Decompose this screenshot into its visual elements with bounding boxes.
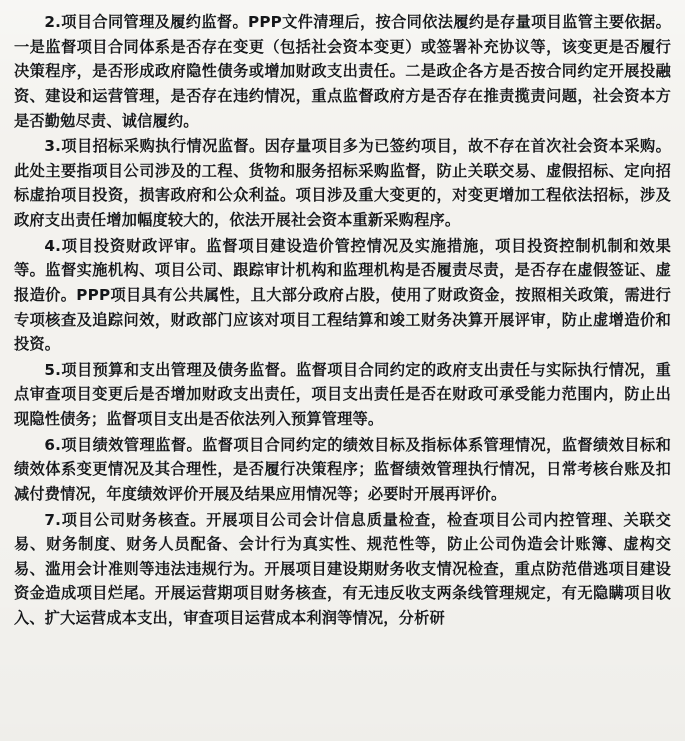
document-body [14,10,671,631]
paragraph-5: 5.项目预算和支出管理及债务监督。监督项目合同约定的政府支出责任与实际执行情况，重点审查项目变更后是否增加财政支出责任，项目支出责任是否在财政可承受能力范围内，防止出现隐性债务；监督项目支出是否依法列入预算管理等。 [14,360,671,428]
paragraph-3: 3.项目招标采购执行情况监督。因存量项目多为已签约项目，故不存在首次社会资本采购。此处主要指项目公司涉及的工程、货物和服务招标采购监督，防止关联交易、虚假招标、定向招标虚抬项目投资，损害政府和公众利益。项目涉及重大变更的，对变更增加工程依法招标，涉及政府支出责任增加幅度较大的，依法开展社会资本重新采购程序。 [14,137,671,229]
paragraph-7: 7.项目公司财务核查。开展项目公司会计信息质量检查，检查项目公司内控管理、关联交易、财务制度、财务人员配备、会计行为真实性、规范性等，防止公司伪造会计账簿、虚构交易、滥用会计准则等违法违规行为。开展项目建设期财务收支情况检查，重点防范借逃项目建设资金造成项目烂尾。开展运营期项目财务核查，有无违反收支两条线管理规定，有无隐瞒项目收入、扩大运营成本支出，审查项目运营成本利润等情况，分析研 [14,510,671,627]
paragraph-4: 4.项目投资财政评审。监督项目建设造价管控情况及实施措施，项目投资控制机制和效果等。监督实施机构、项目公司、跟踪审计机构和监理机构是否履责尽责，是否存在虚假签证、虚报造价。PPP项目具有公共属性，且大部分政府占股，使用了财政资金，按照相关政策，需进行专项核查及追踪问效，财政部门应该对项目工程结算和竣工财务决算开展评审，防止虚增造价和投资。 [14,236,671,354]
paragraph-6: 6.项目绩效管理监督。监督项目合同约定的绩效目标及指标体系管理情况，监督绩效目标和绩效体系变更情况及其合理性，是否履行决策程序；监督绩效管理执行情况，日常考核台账及扣减付费情况，年度绩效评价开展及结果应用情况等；必要时开展再评价。 [14,435,671,503]
paragraph-2: 2.项目合同管理及履约监督。PPP文件清理后，按合同依法履约是存量项目监管主要依据。一是监督项目合同体系是否存在变更（包括社会资本变更）或签署补充协议等，该变更是否履行决策程序，是否形成政府隐性债务或增加财政支出责任。二是政企各方是否按合同约定开展投融资、建设和运营管理，是否存在违约情况，重点监督政府方是否存在推责揽责问题，社会资本方是否勤勉尽责、诚信履约。 [14,13,671,130]
